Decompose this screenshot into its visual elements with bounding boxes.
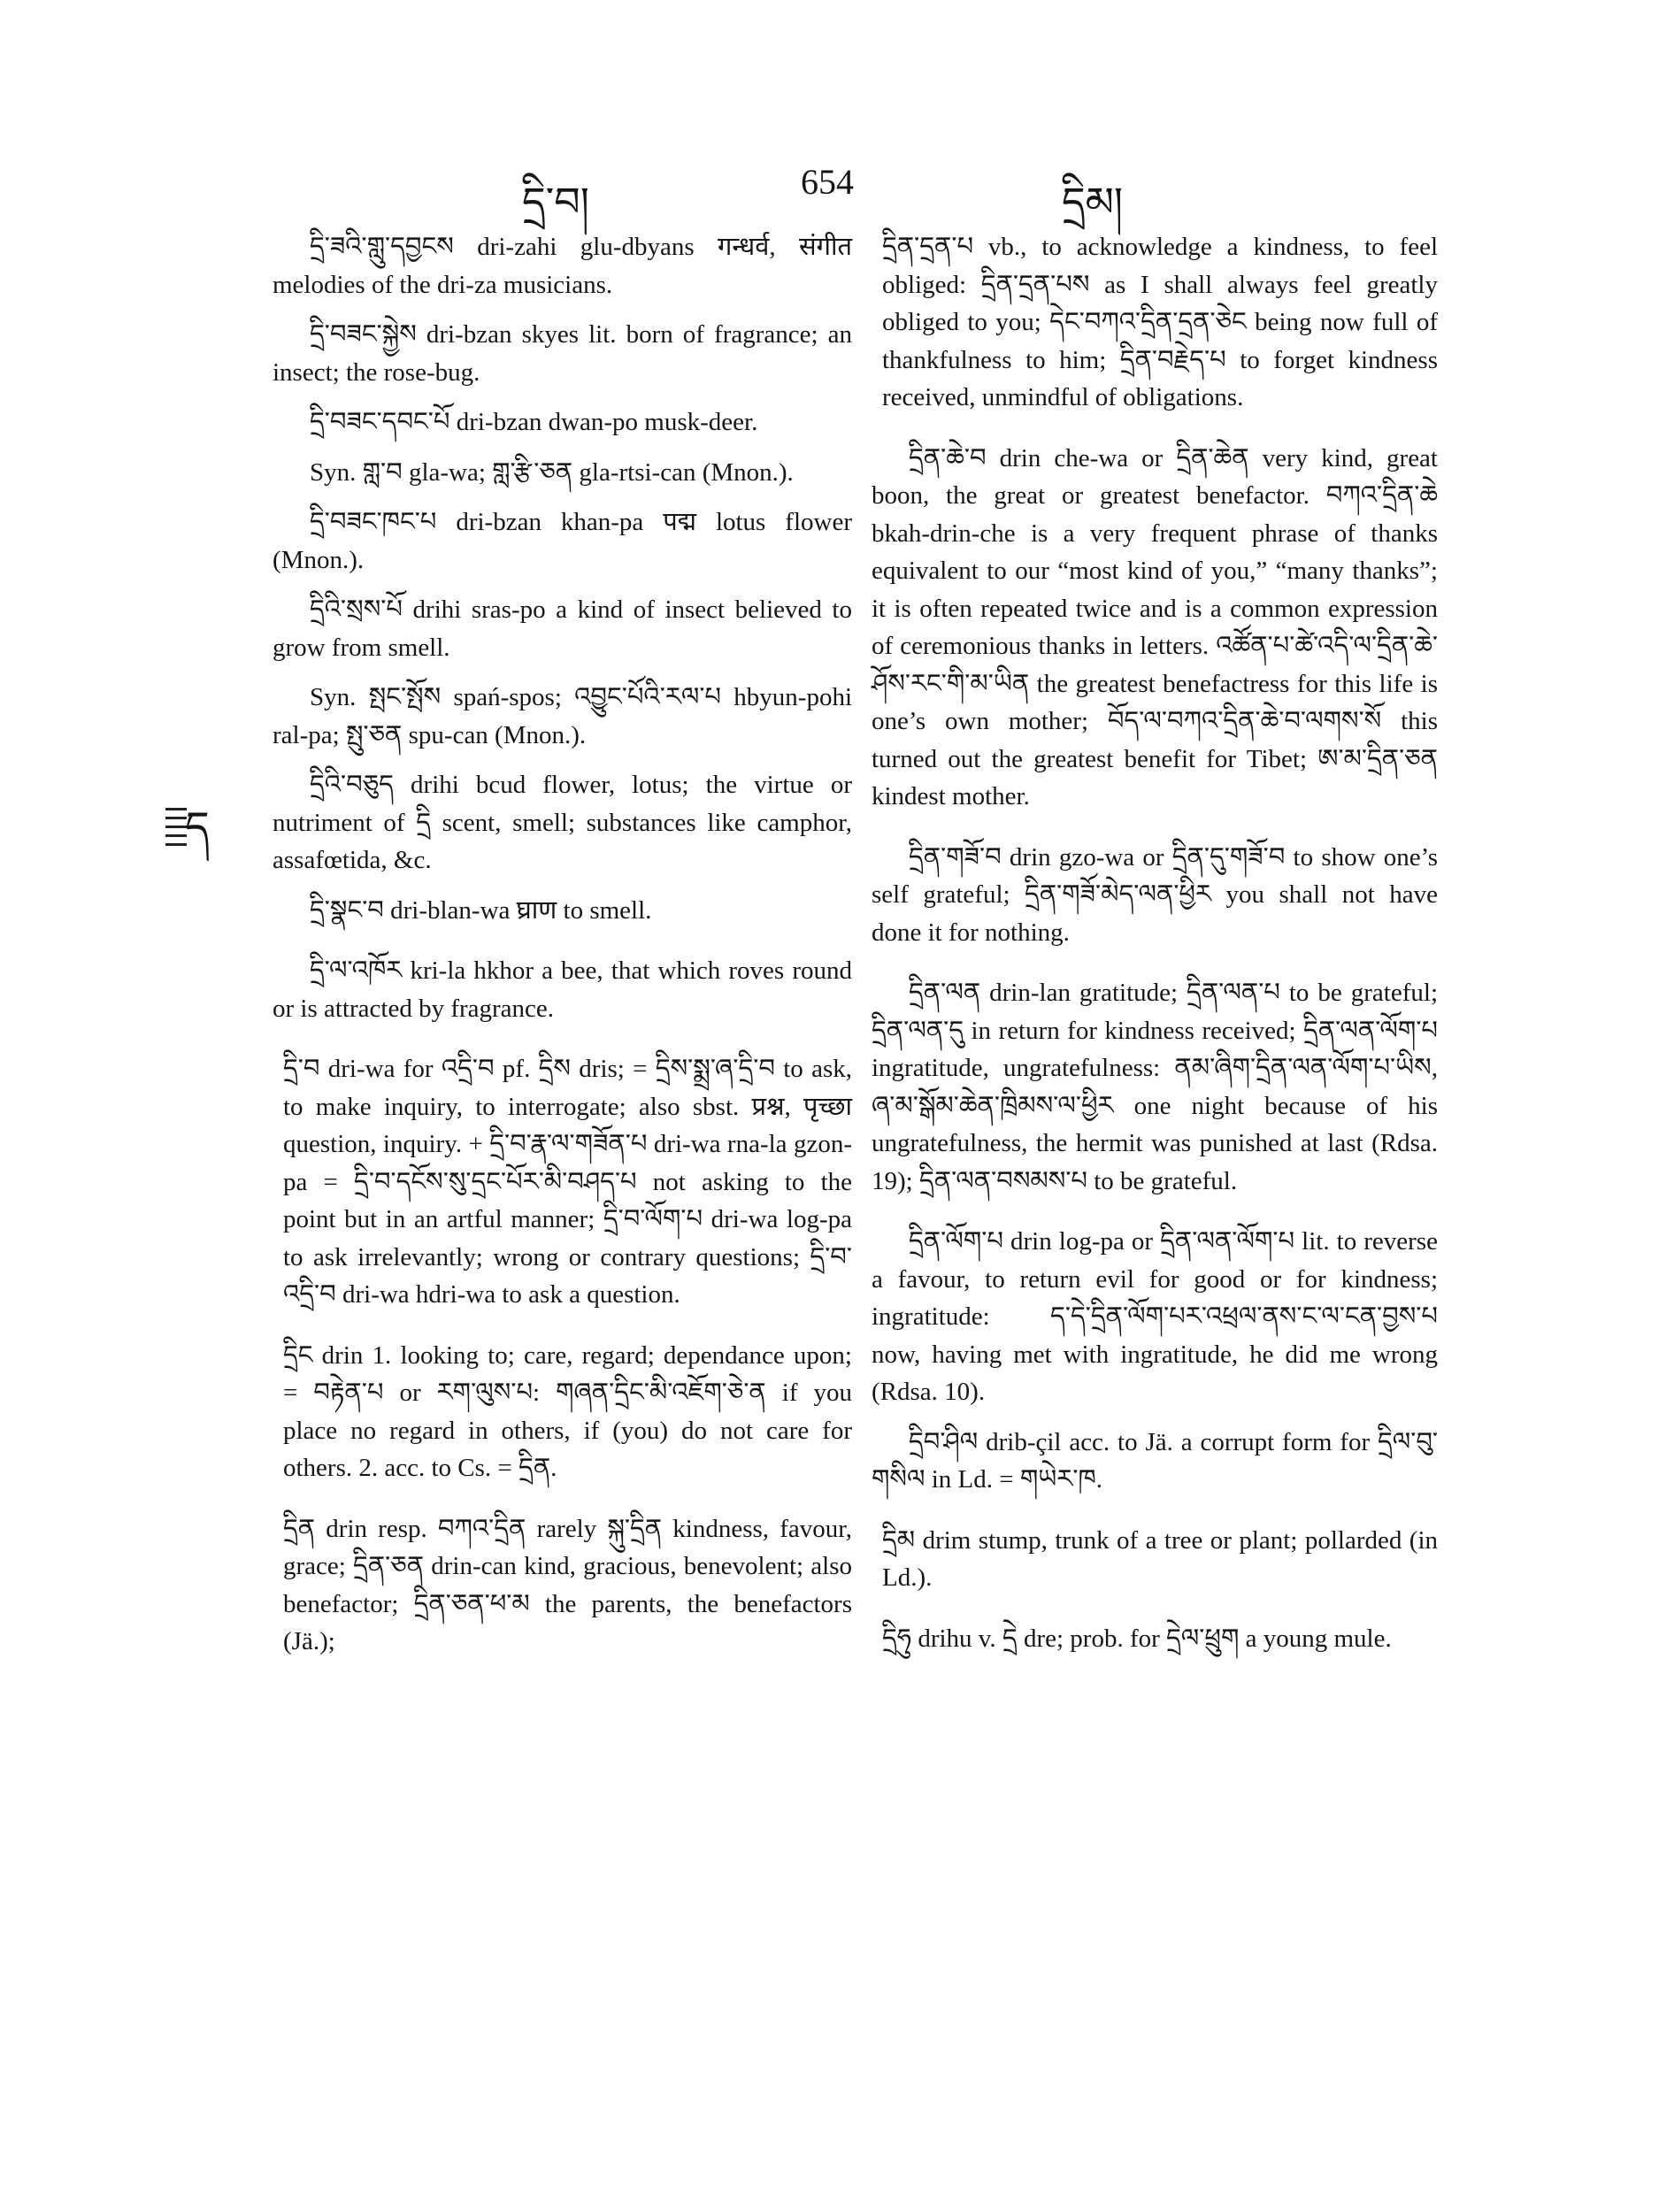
page-number: 654 (801, 162, 854, 202)
header-guide-word-right: དྲིམ། (1062, 178, 1124, 226)
dictionary-entry: དྲིའི་བཅུད drihi bcud flower, lotus; the virtue or nutriment of དྲི scent, smell; substances like camphor, assafœtida, &c. (273, 771, 852, 874)
left-column (273, 228, 852, 1673)
dictionary-entry: དྲི་བ dri-wa for འདྲི་བ pf. དྲིས dris; = དྲིས་སྨྲ་ཞ་དྲི་བ to ask, to make inquiry, to interrogate; also sbst. प्रश्न, पृच्छा question, inquiry. + དྲི་བ་རྣ་ལ་གཟོན་པ dri-wa rna-la gzon-pa = དྲི་བ་དངོས་སུ་དྲང་པོར་མི་བཤད་པ not asking to the point but in an artful manner; དྲི་བ་ལོག་པ dri-wa log-pa to ask irrelevantly; wrong or contrary questions; དྲི་བ་འདྲི་བ dri-wa hdri-wa to ask a question. (283, 1055, 852, 1309)
dictionary-entry: དྲིབ་ཤིལ drib-çil acc. to Jä. a corrupt form for དྲིལ་བུ་གསིལ in Ld. = གཡེར་ཁ. (872, 1427, 1438, 1494)
dictionary-entry: Syn. སྤང་སྤོས spań-spos; འབྱུང་པོའི་རལ་པ hbyun-pohi ral-pa; སྤུ་ཅན spu-can (Mnon.). (273, 683, 852, 749)
dictionary-entry: དྲིན་ཆེ་བ drin che-wa or དྲིན་ཆེན very kind, great boon, the great or greatest benefactor. བཀའ་དྲིན་ཆེ bkah-drin-che is a very frequent phrase of thanks equivalent to our “most kind of you,” “many thanks”; it is often repeated twice and is a common expression of ceremonious thanks in letters. འཚོན་པ་ཚེ་འདི་ལ་དྲིན་ཆེ་ཤོས་རང་གི་མ་ཡིན the greatest benefactress for this life is one’s own mother; བོད་ལ་བཀའ་དྲིན་ཆེ་བ་ལགས་སོ this turned out the greatest benefit for Tibet; ཨ་མ་དྲིན་ཅན kindest mother. (872, 443, 1438, 810)
dictionary-entry: དྲིན་དྲན་པ vb., to acknowledge a kindness, to feel obliged: དྲིན་དྲན་པས as I shall always feel greatly obliged to you; དེང་བཀའ་དྲིན་དྲན་ཅེང being now full of thankfulness to him; དྲིན་བརྗེད་པ to forget kindness received, unmindful of obligations. (882, 233, 1438, 411)
dictionary-entry: དྲིན drin resp. བཀའ་དྲིན rarely སྐུ་དྲིན kindness, favour, grace; དྲིན་ཅན drin-can kind, gracious, benevolent; also benefactor; དྲིན་ཅན་ཕ་མ the parents, the benefactors (Jä.); (283, 1514, 852, 1655)
dictionary-entry: དྲིན་ལན drin-lan gratitude; དྲིན་ལན་པ to be grateful; དྲིན་ལན་དུ in return for kindness received; དྲིན་ལན་ལོག་པ ingratitude, ungratefulness: ནམ་ཞིག་དྲིན་ལན་ལོག་པ་ཡིས, ཞ་མ་སྒོམ་ཆེན་ཁྲིམས་ལ་ཕྱིར one night because of his ungratefulness, the hermit was punished at last (Rdsa. 19); དྲིན་ལན་བསམས་པ to be grateful. (872, 979, 1438, 1195)
right-column (872, 228, 1438, 1670)
dictionary-entry: Syn. གླ་བ gla-wa; གླ་རྩི་ཅན gla-rtsi-can (Mnon.). (310, 457, 794, 487)
header-guide-word-left: དྲི་བ། (522, 178, 589, 226)
dictionary-entry: དྲི་ལ་འཁོར kri-la hkhor a bee, that which roves round or is attracted by fragrance. (273, 956, 852, 1023)
dictionary-entry: དྲིན་ལོག་པ drin log-pa or དྲིན་ལན་ལོག་པ lit. to reverse a favour, to return evil for good or for kindness; ingratitude: ད་དེ་དྲིན་ལོག་པར་འཕྲལ་ནས་ང་ལ་ངན་བྱས་པ now, having met with ingratitude, he did me wrong (Rdsa. 10). (872, 1227, 1438, 1406)
dictionary-entry: དྲིན་གཟོ་བ drin gzo-wa or དྲིན་དུ་གཟོ་བ to show one’s self grateful; དྲིན་གཟོ་མེད་ལན་ཕྱིར you shall not have done it for nothing. (872, 842, 1438, 947)
dictionary-entry: དྲི་བཟང་ཁང་པ dri-bzan khan-pa पद्म lotus flower (Mnon.). (273, 508, 852, 574)
dictionary-entry: དྲིམ drim stump, trunk of a tree or plant; pollarded (in Ld.). (882, 1525, 1438, 1592)
dictionary-entry: དྲི་ཟའི་གླུ་དབྱངས dri-zahi glu-dbyans गन्धर्व, संगीत melodies of the dri-za musicians. (273, 233, 852, 299)
section-marker-letter: ད (185, 803, 210, 852)
section-marker-icon (155, 801, 226, 854)
dictionary-entry: དྲི་སྣང་བ dri-blan-wa घ्राण to smell. (310, 895, 652, 925)
dictionary-entry: དྲིའི་སྲས་པོ drihi sras-po a kind of insect believed to grow from smell. (273, 595, 852, 662)
page-header (0, 157, 1659, 226)
dictionary-entry: དྲིང drin 1. looking to; care, regard; dependance upon; = བརྟེན་པ or རག་ལུས་པ: གཞན་དྲིང་མི་འཇོག་ཅེ་ན if you place no regard in others, if (you) do not care for others. 2. acc. to Cs. = དྲིན. (283, 1340, 852, 1482)
dictionary-entry: དྲི་བཟང་སྐྱེས dri-bzan skyes lit. born of fragrance; an insect; the rose-bug. (273, 320, 852, 387)
dictionary-entry: དྲིཧུ drihu v. དྲེ dre; prob. for དྲེལ་ཕྲུག a young mule. (882, 1624, 1392, 1653)
dictionary-entry: དྲི་བཟང་དབང་པོ dri-bzan dwan-po musk-deer. (310, 408, 758, 436)
